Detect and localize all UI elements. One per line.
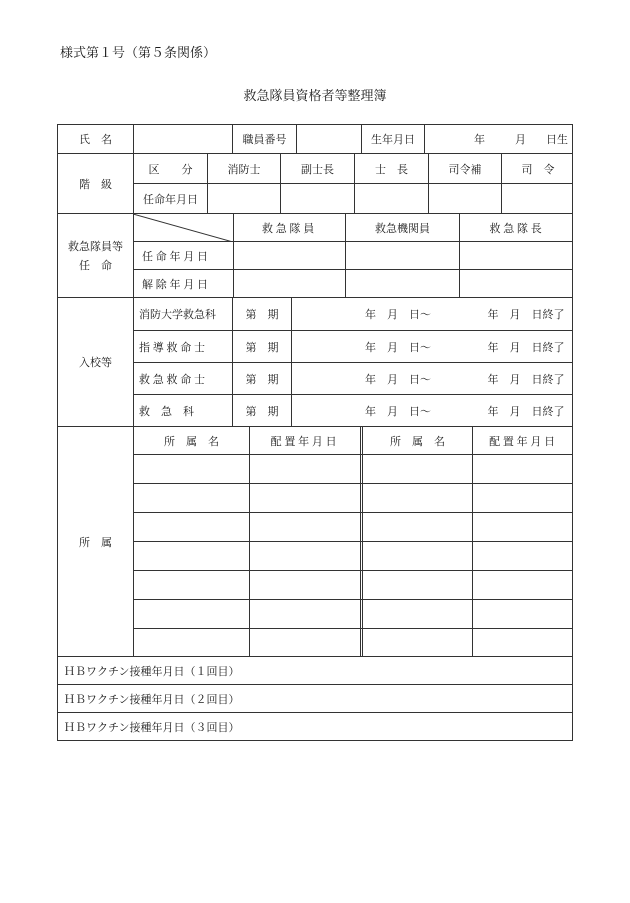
vaccine-row-2 (57, 684, 573, 712)
affiliation-dept-header-1: 所 属 名 (164, 434, 219, 448)
school-to-3: 年 月 日終了 (487, 372, 565, 386)
qualification-label-line1: 救急隊員等 (68, 239, 123, 253)
qual-col-emt: 救急隊員 (262, 221, 317, 235)
qual-col-captain: 救急隊長 (489, 221, 545, 235)
school-course-1: 消防大学救急科 (139, 308, 216, 321)
birth-year-unit: 年 (474, 133, 485, 146)
school-course-2: 指導救命士 (139, 340, 208, 354)
rank-category-label: 区 分 (148, 162, 193, 176)
affiliation-label: 所 属 (79, 535, 112, 549)
birth-month-unit: 月 (515, 133, 526, 146)
personal-info-row (57, 124, 573, 153)
qual-appointed-label: 任命年月日 (142, 249, 211, 263)
affiliation-section (57, 426, 573, 656)
rank-col-4: 司令補 (448, 162, 482, 176)
staff-number-field[interactable] (297, 125, 361, 153)
vaccine-label-2: ＨＢワクチン接種年月日（２回目） (64, 692, 240, 706)
birth-date-field[interactable] (425, 125, 574, 153)
school-term-3: 第 期 (245, 372, 279, 386)
vaccine-label-3: ＨＢワクチン接種年月日（３回目） (64, 720, 240, 734)
qualification-label (58, 214, 133, 297)
affiliation-dept-header-2: 所 属 名 (390, 434, 445, 448)
rank-col-3: 士 長 (375, 162, 408, 176)
staff-number-label: 職員番号 (242, 133, 287, 146)
school-from-3: 年 月 日〜 (365, 372, 431, 386)
birth-date-label: 生年月日 (371, 133, 415, 146)
name-field[interactable] (134, 125, 232, 153)
vaccine-row-3 (57, 712, 573, 741)
registry-form (57, 124, 573, 741)
rank-col-2: 副士長 (301, 162, 334, 176)
vaccine-label-1: ＨＢワクチン接種年月日（１回目） (64, 664, 240, 678)
school-term-2: 第 期 (245, 340, 279, 354)
school-from-1: 年 月 日〜 (365, 308, 431, 321)
rank-col-5: 司 令 (521, 162, 555, 176)
form-label: 様式第１号（第５条関係） (60, 46, 217, 61)
rank-col-1: 消防士 (227, 162, 261, 176)
affiliation-date-header-2: 配置年月日 (489, 434, 558, 448)
school-from-4: 年 月 日〜 (365, 404, 431, 418)
school-course-3: 救急救命士 (139, 372, 208, 386)
school-course-4: 救 急 科 (139, 404, 194, 418)
birth-day-unit: 日生 (546, 133, 568, 146)
qualification-label-line2: 任 命 (79, 258, 112, 272)
page-title: 救急隊員資格者等整理簿 (243, 89, 387, 104)
rank-label: 階 級 (79, 177, 112, 191)
affiliation-date-header-1: 配置年月日 (270, 434, 340, 448)
qual-released-label: 解除年月日 (142, 277, 211, 291)
school-from-2: 年 月 日〜 (365, 340, 431, 354)
school-label: 入校等 (79, 356, 112, 369)
rank-appointed-label: 任命年月日 (143, 192, 198, 206)
school-to-2: 年 月 日終了 (487, 340, 565, 354)
rank-section (57, 153, 573, 213)
name-label: 氏 名 (79, 133, 112, 146)
school-to-4: 年 月 日終了 (487, 404, 565, 418)
qualification-section (57, 213, 573, 297)
diagonal-header-cell (133, 214, 233, 242)
school-to-1: 年 月 日終了 (487, 308, 565, 321)
school-term-4: 第 期 (245, 404, 279, 418)
school-section (57, 297, 573, 426)
vaccine-row-1 (57, 656, 573, 684)
qual-col-engineer: 救急機関員 (375, 221, 430, 235)
school-term-1: 第 期 (245, 308, 279, 321)
